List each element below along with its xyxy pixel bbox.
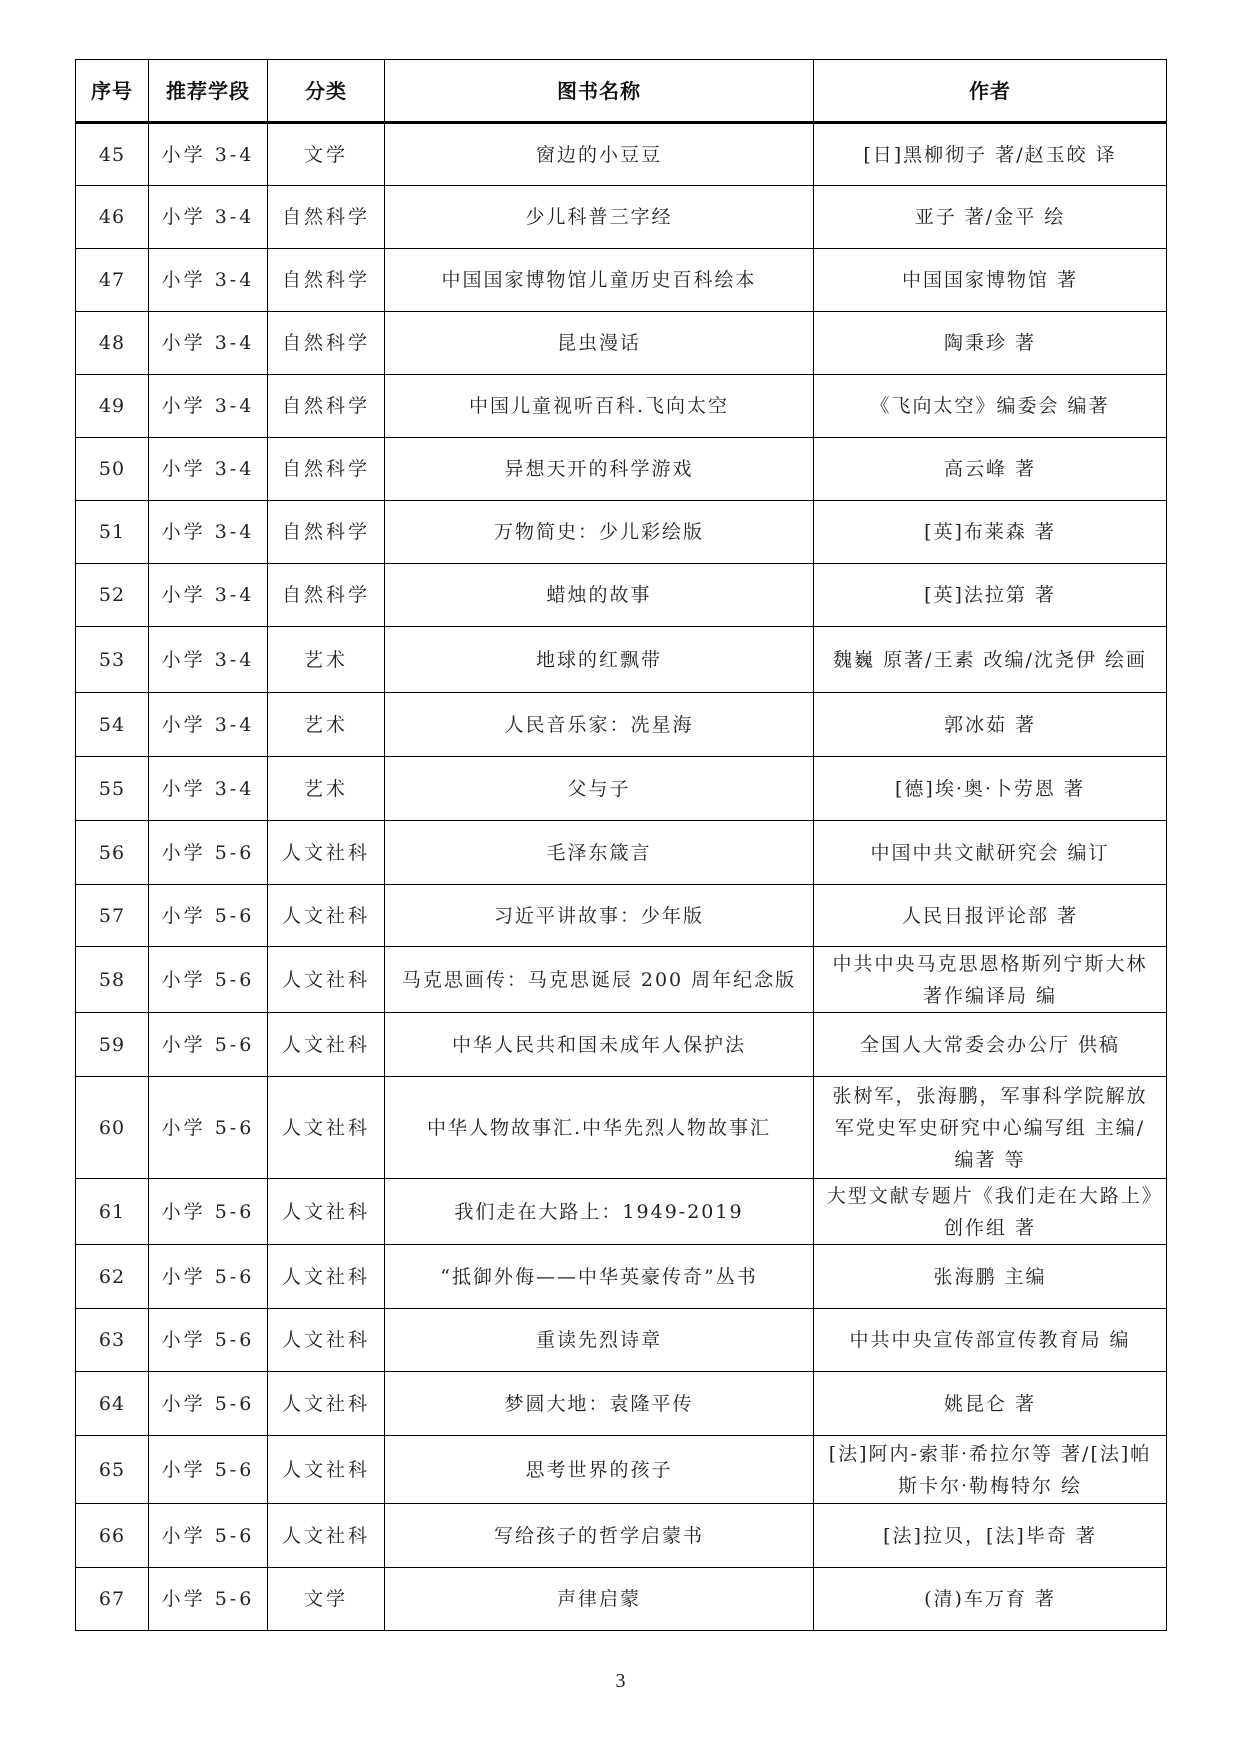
cell-author: 人民日报评论部 著 (814, 885, 1167, 947)
cell-author: 亚子 著/金平 绘 (814, 186, 1167, 249)
cell-no: 53 (76, 627, 149, 693)
table-row (76, 438, 1167, 501)
header-stage: 推荐学段 (149, 60, 268, 123)
cell-no: 48 (76, 312, 149, 375)
cell-no: 49 (76, 375, 149, 438)
cell-category: 艺术 (268, 693, 385, 757)
cell-author: 姚昆仑 著 (814, 1372, 1167, 1436)
cell-category: 人文社科 (268, 885, 385, 947)
table-row (76, 947, 1167, 1013)
cell-no: 58 (76, 947, 149, 1013)
cell-author: [日]黑柳彻子 著/赵玉皎 译 (814, 123, 1167, 186)
cell-author: [法]拉贝，[法]毕奇 著 (814, 1504, 1167, 1568)
cell-stage: 小学 5-6 (149, 1245, 268, 1309)
table-row (76, 1077, 1167, 1179)
cell-no: 63 (76, 1309, 149, 1372)
table-row (76, 821, 1167, 885)
cell-stage: 小学 3-4 (149, 438, 268, 501)
cell-category: 自然科学 (268, 564, 385, 627)
cell-title: 马克思画传：马克思诞辰 200 周年纪念版 (385, 947, 814, 1013)
cell-title: 我们走在大路上：1949-2019 (385, 1179, 814, 1245)
cell-author: 全国人大常委会办公厅 供稿 (814, 1013, 1167, 1077)
table-row (76, 123, 1167, 186)
cell-category: 艺术 (268, 627, 385, 693)
cell-category: 人文社科 (268, 821, 385, 885)
cell-category: 自然科学 (268, 501, 385, 564)
cell-category: 人文社科 (268, 1077, 385, 1179)
cell-category: 文学 (268, 123, 385, 186)
cell-stage: 小学 5-6 (149, 947, 268, 1013)
cell-stage: 小学 3-4 (149, 123, 268, 186)
cell-title: 中华人物故事汇.中华先烈人物故事汇 (385, 1077, 814, 1179)
header-author: 作者 (814, 60, 1167, 123)
cell-stage: 小学 5-6 (149, 1436, 268, 1504)
cell-category: 人文社科 (268, 1245, 385, 1309)
cell-author: 中国国家博物馆 著 (814, 249, 1167, 312)
cell-stage: 小学 5-6 (149, 1372, 268, 1436)
header-category: 分类 (268, 60, 385, 123)
cell-category: 人文社科 (268, 1309, 385, 1372)
cell-no: 61 (76, 1179, 149, 1245)
cell-stage: 小学 5-6 (149, 1013, 268, 1077)
page-number: 3 (615, 1670, 626, 1692)
cell-stage: 小学 3-4 (149, 249, 268, 312)
table-row (76, 312, 1167, 375)
cell-stage: 小学 3-4 (149, 693, 268, 757)
table-row (76, 1245, 1167, 1309)
cell-category: 人文社科 (268, 1372, 385, 1436)
cell-author: [英]法拉第 著 (814, 564, 1167, 627)
cell-title: 人民音乐家：冼星海 (385, 693, 814, 757)
cell-category: 自然科学 (268, 438, 385, 501)
cell-category: 人文社科 (268, 1013, 385, 1077)
cell-author: 张树军，张海鹏，军事科学院解放军党史军史研究中心编写组 主编/编著 等 (814, 1077, 1167, 1179)
cell-stage: 小学 3-4 (149, 757, 268, 821)
cell-stage: 小学 5-6 (149, 821, 268, 885)
cell-title: 父与子 (385, 757, 814, 821)
cell-author: 陶秉珍 著 (814, 312, 1167, 375)
cell-author: 魏巍 原著/王素 改编/沈尧伊 绘画 (814, 627, 1167, 693)
cell-stage: 小学 5-6 (149, 1309, 268, 1372)
cell-title: 中国儿童视听百科.飞向太空 (385, 375, 814, 438)
cell-title: 中国国家博物馆儿童历史百科绘本 (385, 249, 814, 312)
cell-author: 张海鹏 主编 (814, 1245, 1167, 1309)
table-row (76, 1436, 1167, 1504)
cell-title: 万物简史：少儿彩绘版 (385, 501, 814, 564)
table-row (76, 375, 1167, 438)
cell-title: 思考世界的孩子 (385, 1436, 814, 1504)
cell-no: 66 (76, 1504, 149, 1568)
cell-no: 64 (76, 1372, 149, 1436)
cell-title: 窗边的小豆豆 (385, 123, 814, 186)
cell-author: 高云峰 著 (814, 438, 1167, 501)
cell-title: 少儿科普三字经 (385, 186, 814, 249)
table-body (76, 123, 1167, 1631)
cell-author: [英]布莱森 著 (814, 501, 1167, 564)
cell-category: 人文社科 (268, 1436, 385, 1504)
cell-title: 重读先烈诗章 (385, 1309, 814, 1372)
cell-stage: 小学 5-6 (149, 1179, 268, 1245)
cell-category: 文学 (268, 1568, 385, 1631)
table-row (76, 1372, 1167, 1436)
cell-author: 中国中共文献研究会 编订 (814, 821, 1167, 885)
table-row (76, 1504, 1167, 1568)
header-title: 图书名称 (385, 60, 814, 123)
cell-title: 地球的红飘带 (385, 627, 814, 693)
cell-stage: 小学 3-4 (149, 375, 268, 438)
table-row (76, 1309, 1167, 1372)
cell-no: 67 (76, 1568, 149, 1631)
cell-author: 大型文献专题片《我们走在大路上》创作组 著 (814, 1179, 1167, 1245)
cell-author: [法]阿内-索菲·希拉尔等 著/[法]帕斯卡尔·勒梅特尔 绘 (814, 1436, 1167, 1504)
cell-no: 62 (76, 1245, 149, 1309)
cell-stage: 小学 5-6 (149, 1568, 268, 1631)
cell-stage: 小学 5-6 (149, 1504, 268, 1568)
table-header-row (76, 60, 1167, 123)
table-row (76, 501, 1167, 564)
cell-no: 52 (76, 564, 149, 627)
table-row (76, 1179, 1167, 1245)
cell-category: 艺术 (268, 757, 385, 821)
cell-stage: 小学 3-4 (149, 312, 268, 375)
cell-stage: 小学 3-4 (149, 186, 268, 249)
cell-title: 声律启蒙 (385, 1568, 814, 1631)
cell-no: 56 (76, 821, 149, 885)
cell-category: 人文社科 (268, 947, 385, 1013)
table-row (76, 693, 1167, 757)
table-row (76, 564, 1167, 627)
cell-category: 自然科学 (268, 186, 385, 249)
cell-stage: 小学 3-4 (149, 501, 268, 564)
cell-no: 54 (76, 693, 149, 757)
cell-stage: 小学 3-4 (149, 627, 268, 693)
cell-title: 毛泽东箴言 (385, 821, 814, 885)
cell-title: 蜡烛的故事 (385, 564, 814, 627)
table-row (76, 1568, 1167, 1631)
cell-category: 自然科学 (268, 249, 385, 312)
cell-stage: 小学 5-6 (149, 885, 268, 947)
cell-title: 中华人民共和国未成年人保护法 (385, 1013, 814, 1077)
cell-title: 异想天开的科学游戏 (385, 438, 814, 501)
cell-title: “抵御外侮——中华英豪传奇”丛书 (385, 1245, 814, 1309)
cell-title: 昆虫漫话 (385, 312, 814, 375)
book-list-table (75, 59, 1167, 1631)
cell-author: 郭冰茹 著 (814, 693, 1167, 757)
table-row (76, 885, 1167, 947)
table-row (76, 1013, 1167, 1077)
header-no: 序号 (76, 60, 149, 123)
table-row (76, 627, 1167, 693)
cell-title: 梦圆大地：袁隆平传 (385, 1372, 814, 1436)
cell-author: (清)车万育 著 (814, 1568, 1167, 1631)
table-row (76, 249, 1167, 312)
cell-no: 57 (76, 885, 149, 947)
cell-title: 写给孩子的哲学启蒙书 (385, 1504, 814, 1568)
cell-title: 习近平讲故事：少年版 (385, 885, 814, 947)
cell-stage: 小学 5-6 (149, 1077, 268, 1179)
cell-stage: 小学 3-4 (149, 564, 268, 627)
cell-no: 50 (76, 438, 149, 501)
cell-category: 自然科学 (268, 375, 385, 438)
table-row (76, 186, 1167, 249)
cell-no: 60 (76, 1077, 149, 1179)
cell-no: 51 (76, 501, 149, 564)
cell-category: 人文社科 (268, 1504, 385, 1568)
cell-no: 55 (76, 757, 149, 821)
cell-no: 47 (76, 249, 149, 312)
cell-no: 46 (76, 186, 149, 249)
cell-category: 自然科学 (268, 312, 385, 375)
cell-author: [德]埃·奥·卜劳恩 著 (814, 757, 1167, 821)
cell-no: 59 (76, 1013, 149, 1077)
cell-no: 45 (76, 123, 149, 186)
cell-author: 中共中央马克思恩格斯列宁斯大林著作编译局 编 (814, 947, 1167, 1013)
cell-no: 65 (76, 1436, 149, 1504)
cell-author: 中共中央宣传部宣传教育局 编 (814, 1309, 1167, 1372)
cell-author: 《飞向太空》编委会 编著 (814, 375, 1167, 438)
cell-category: 人文社科 (268, 1179, 385, 1245)
table-row (76, 757, 1167, 821)
